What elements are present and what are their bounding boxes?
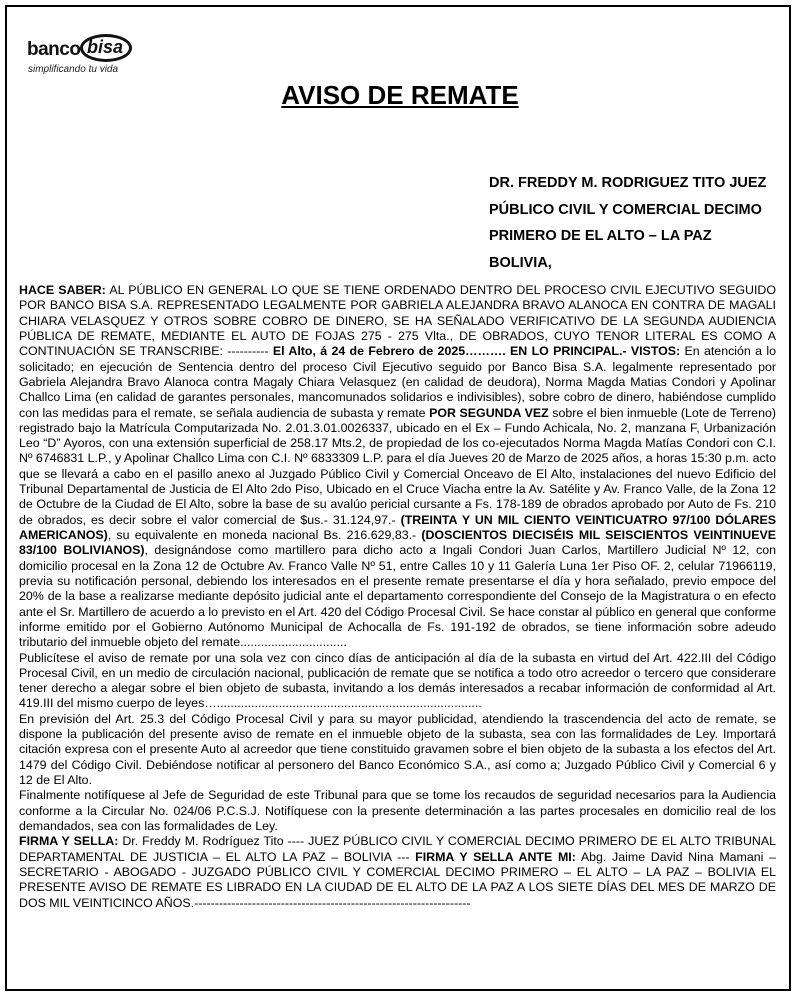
logo-word: banco xyxy=(27,39,81,60)
firma-label: FIRMA Y SELLA: xyxy=(19,834,119,849)
body-text-segment: , designándose como martillero para dicho acto a Ingali Condori Juan Carlos, Martillero Judicial Nº 12, con domicilio procesal en la Zona 12 de Octubre Av. Franco Valle Nº 51, entre Calles 10 y 11 Galería Luna 1er Piso OF. 2, celular 71966119, previa su notificación personal, debiendo los interesados en el presente remate presentarse el día y hora señalado, previo empoce del 20% de la base a realizarse mediante depósito judicial ante el departamento correspondiente del Consejo de la Magistratura o en efecto ante el Sr. Martillero de acuerdo a lo previsto en el Art. 420 del Código Procesal Civil. Se hace constar al público en general que conforme informe emitido por el Gobierno Autónomo Municipal de Achocalla de Fs. 191-192 de obrados, se tiene información sobre adeudo tributario del inmueble objeto del remate............................... xyxy=(19,543,776,650)
logo-tagline: simplificando tu vida xyxy=(28,64,119,75)
hace-saber-label: HACE SABER: xyxy=(19,283,106,297)
usd-amount-words: (TREINTA Y UN MIL CIENTO VEINTICUATRO 97/100 DÓLARES AMERICANOS) xyxy=(19,512,776,542)
paragraph-notification: Finalmente notifíquese al Jefe de Seguridad de este Tribunal para que se tome los recaudos de seguridad necesarios para la Audiencia conforme a la Circular No. 024/06 P.C.S.J. Notifíquese con la presente determinación a las partes procesales en domicilio real de los demandados, sea con las formalidades de Ley. xyxy=(19,788,776,833)
logo-brand-name: bisa xyxy=(87,37,124,57)
bank-logo xyxy=(22,34,142,78)
notice-body xyxy=(19,283,776,911)
judge-line: PRIMERO DE EL ALTO – LA PAZ xyxy=(489,228,712,244)
body-text-segment: Abg. Jaime David Nina Mamani – SECRETARIO - ABOGADO - JUZGADO PÚBLICO CIVIL Y COMERCIAL DECIMO PRIMERO – EL ALTO – LA PAZ – BOLIVIA EL PRESENTE AVISO DE REMATE ES LIBRADO EN LA CIUDAD DE EL ALTO DE LA PAZ A LOS SIETE DÍAS DEL MES DE MARZO DE DOS MIL VEINTICINCO AÑOS.------------------------------------------------------------------- xyxy=(19,849,776,910)
judge-block xyxy=(489,170,781,276)
intro-text: AL PÚBLICO EN GENERAL LO QUE SE TIENE ORDENADO DENTRO DEL PROCESO CIVIL EJECUTIVO SEGUIDO POR BANCO BISA S.A. REPRESENTADO LEGALMENTE POR GABRIELA ALEJANDRA BRAVO ALANOCA EN CONTRA DE MAGALI CHIARA VELASQUEZ Y OTROS SOBRE COBRO DE DINERO, SE HA SEÑALADO VERIFICATIVO DE LA SEGUNDA AUDIENCIA PÚBLICA DE REMATE, MEDIANTE EL AUTO DE FOJAS 275 - 275 Vlta., DE OBRADOS, CUYO TENOR LITERAL ES COMO A CONTINUACIÓN SE TRANSCRIBE: ---------- xyxy=(19,283,776,359)
paragraph-signatures xyxy=(19,834,776,911)
judge-line: BOLIVIA, xyxy=(489,254,552,271)
paragraph-provision: En previsión del Art. 25.3 del Código Procesal Civil y para su mayor publicidad, atendiendo la trascendencia del acto de remate, se dispone la publicación del presente aviso de remate en el inmueble objeto de la subasta, sea con las formalidades de Ley. Importará citación expresa con el presente Auto al acreedor que tiene constituido gravamen sobre el bien objeto de la subasta a los efectos del Art. 1479 del Código Civil. Debiéndose notificar al personero del Banco Económico S.A., así como a; Juzgado Público Civil y Comercial 6 y 12 de El Alto. xyxy=(19,711,776,787)
paragraph-hace-saber xyxy=(19,283,776,651)
body-text-segment: En atención a lo solicitado; en ejecución de Sentencia dentro del proceso Civil Ejecutivo seguido por Banco Bisa S.A. legalmente representado por Gabriela Alejandra Bravo Alanoca contra Magaly Chiara Velasquez (en calidad de deudora), Norma Magda Matias Condori y Apolinar Challco Lima (en calidad de garantes personales, mancomunados solidarios e indivisibles), sobre cobro de dinero, habiéndose cumplido con las medidas para el remate, se señala audiencia de subasta y remate xyxy=(19,344,776,420)
judge-line: PÚBLICO CIVIL Y COMERCIAL DECIMO xyxy=(489,201,762,218)
notice-title: AVISO DE REMATE xyxy=(281,80,519,110)
second-auction-label: POR SEGUNDA VEZ xyxy=(429,405,549,420)
bob-amount-words: (DOSCIENTOS DIECISÉIS MIL SEISCIENTOS VEINTINUEVE 83/100 BOLIVIANOS) xyxy=(19,528,776,558)
body-text-segment: Dr. Freddy M. Rodríguez Tito ---- JUEZ PÚBLICO CIVIL Y COMERCIAL DECIMO PRIMERO DE EL ALTO TRIBUNAL DEPARTAMENTAL DE JUSTICIA – EL ALTO LA PAZ – BOLIVIA --- xyxy=(19,834,776,864)
firma-ante-label: FIRMA Y SELLA ANTE MI: xyxy=(415,849,576,864)
paragraph-publication: Publicítese el aviso de remate por una sola vez con cinco días de anticipación al día de la subasta en virtud del Art. 422.III del Código Procesal Civil, en un medio de circulación nacional, publicación de remate que se notifica a todo otro acreedor o tercero que considerare tener derecho a alegar sobre el bien objeto de subasta, invitando a los demás interesados a recabar información de conformidad al Art. 419.III del mismo cuerpo de leyes…............................................................................. xyxy=(19,650,776,711)
body-text-segment: sobre el bien inmueble (Lote de Terreno) registrado bajo la Matrícula Computarizada No. 2.01.3.01.0026337, ubicado en el Ex – Fundo Achicala, No. 2, manzana F, Urbanización Leo “D” Ayoros, con una extensión superficial de 258.17 Mts.2, de propiedad de los co-ejecutados Norma Magda Matías Condori con C.I. Nº 6746831 L.P., y Apolinar Challco Lima con C.I. Nº 6833309 L.P. para el día Jueves 20 de Marzo de 2025 años, a horas 15:30 p.m. acto que se llevará a cabo en el pasillo anexo al Juzgado Público Civil y Comercial Onceavo de El Alto, instalaciones del nuevo Edificio del Tribunal Departamental de Justicia de El Alto 2do Piso, Ubicado en el Cruce Viacha entre la Av. Satélite y Av. Franco Valle, de la Zona 12 de Octubre de la Ciudad de El Alto, sobre la base de su avalúo pericial cursante a Fs. 178-189 de obrados aprobado por Auto de Fs. 210 de obrados, es decir sobre el valor comercial de $us.- 31.124,97.- xyxy=(19,405,776,527)
date-heading: El Alto, á 24 de Febrero de 2025………. EN LO PRINCIPAL.- VISTOS: xyxy=(272,344,681,359)
judge-line: DR. FREDDY M. RODRIGUEZ TITO JUEZ xyxy=(489,175,767,191)
body-text-segment: , su equivalente en moneda nacional Bs. 216.629,83.- xyxy=(107,528,422,542)
